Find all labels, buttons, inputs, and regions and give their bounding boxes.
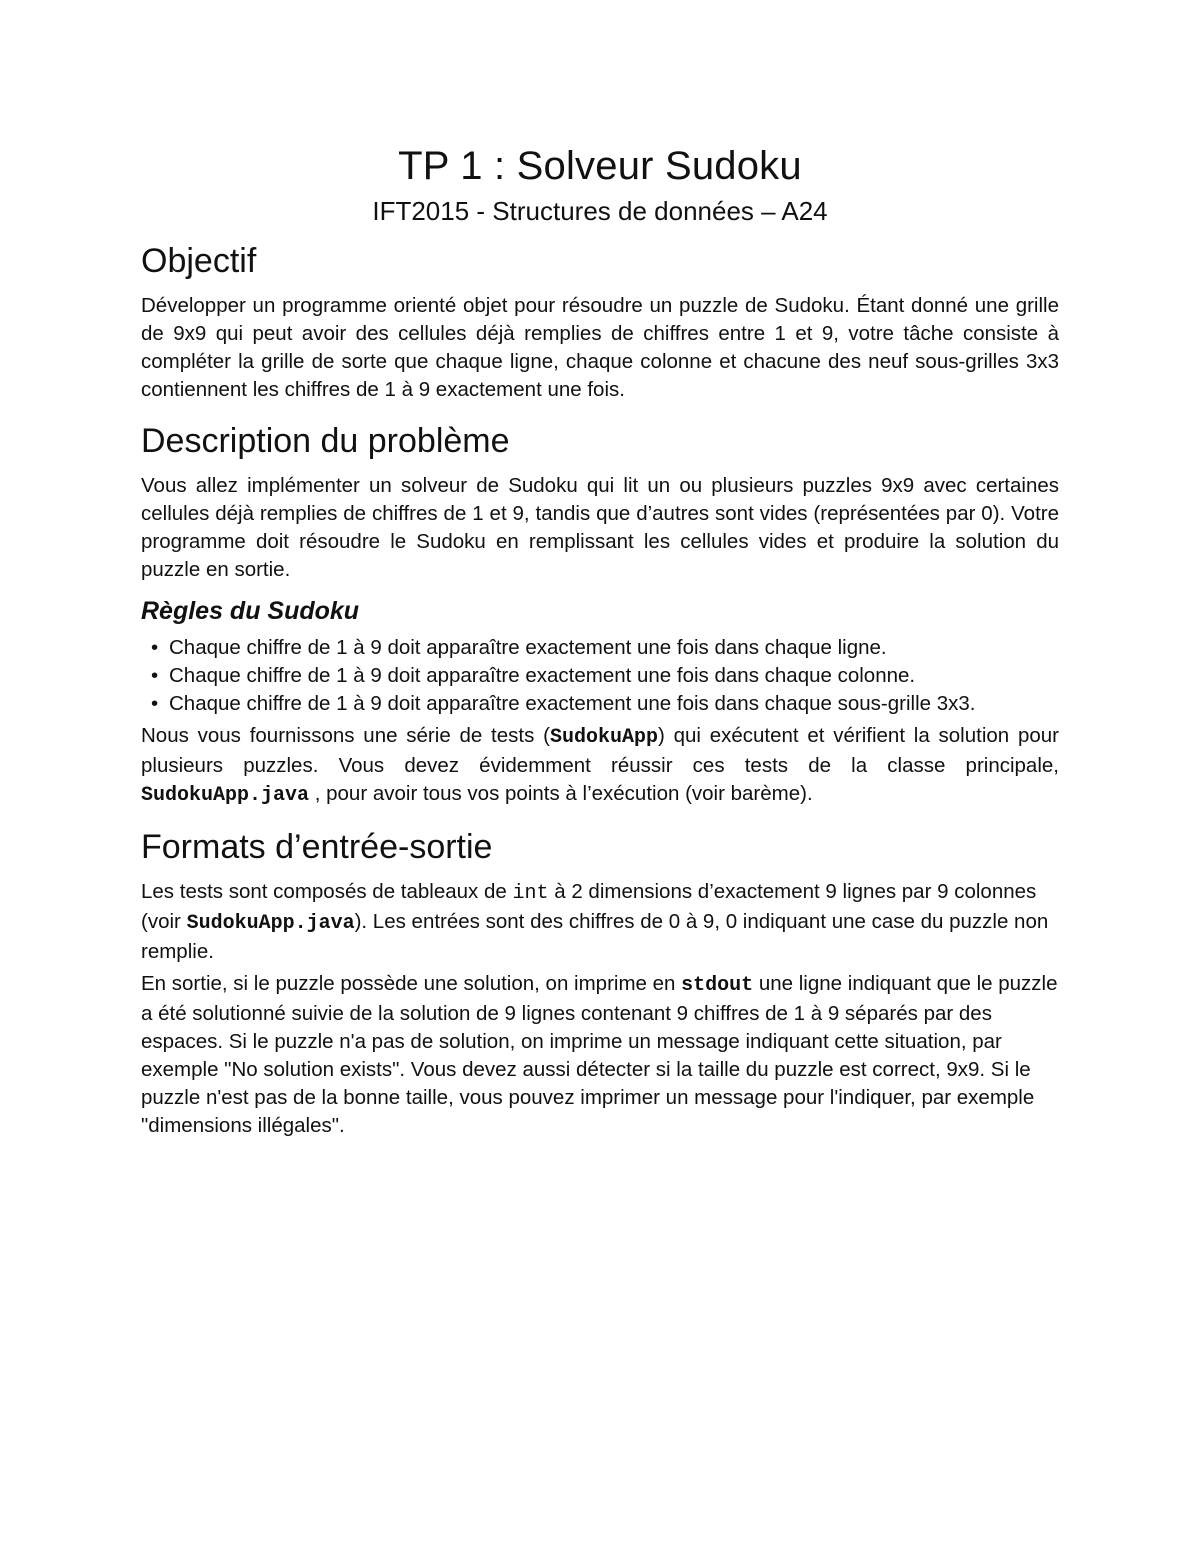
section-heading-description: Description du problème bbox=[141, 422, 510, 460]
objectif-paragraph: Développer un programme orienté objet pour résoudre un puzzle de Sudoku. Étant donné une grille de 9x9 qui peut avoir des cellules déjà remplies de chiffres entre 1 et 9, votre tâche consiste à compléter la grille de sorte que chaque ligne, chaque colonne et chacune des neuf sous-grilles 3x3 contiennent les chiffres de 1 à 9 exactement une fois. bbox=[141, 294, 1059, 401]
code-int: int bbox=[512, 882, 549, 905]
bullet-icon: • bbox=[151, 664, 159, 687]
list-item-text: Chaque chiffre de 1 à 9 doit apparaître exactement une fois dans chaque sous-grille 3x3. bbox=[169, 692, 976, 715]
formats-paragraph-2 bbox=[141, 970, 1059, 1140]
code-sudokuapp: SudokuApp bbox=[549, 726, 658, 749]
list-item bbox=[151, 662, 1059, 690]
subsection-heading-regles: Règles du Sudoku bbox=[141, 597, 360, 625]
formats-text-2b: une ligne indiquant que le puzzle a été solutionné suivie de la solution de 9 lignes contenant 9 chiffres de 1 à 9 séparés par des espaces. Si le puzzle n'a pas de solution, on imprime un message indiquant cette situation, par exemple "No solution exists". Vous devez aussi détecter si la taille du puzzle est correct, 9x9. Si le puzzle n'est pas de la bonne taille, vous pouvez imprimer un message pour l'indiquer, par exemple "dimensions illégales". bbox=[141, 972, 1058, 1137]
tests-paragraph bbox=[141, 722, 1059, 810]
section-heading-objectif: Objectif bbox=[141, 242, 257, 280]
section-heading-formats: Formats d’entrée-sortie bbox=[141, 828, 493, 866]
formats-text-1b: à 2 dimensions d’exactement 9 lignes par 9 colonnes (voir bbox=[141, 880, 1037, 933]
list-item-text: Chaque chiffre de 1 à 9 doit apparaître exactement une fois dans chaque colonne. bbox=[169, 664, 916, 687]
tests-text-2: ) qui exécutent et vérifient la solution pour plusieurs puzzles. Vous devez évidemment réussir ces tests de la classe principale, bbox=[141, 724, 1059, 777]
bullet-icon: • bbox=[151, 636, 159, 659]
code-sudokuapp-java: SudokuApp.java bbox=[186, 912, 355, 935]
formats-text-2a: En sortie, si le puzzle possède une solution, on imprime en bbox=[141, 972, 682, 995]
formats-text-1a: Les tests sont composés de tableaux de bbox=[141, 880, 513, 903]
code-sudokuapp-java: SudokuApp.java bbox=[141, 784, 310, 807]
formats-paragraph-1 bbox=[141, 878, 1059, 966]
formats-text-1c: ). Les entrées sont des chiffres de 0 à 9, 0 indiquant une case du puzzle non remplie. bbox=[141, 910, 1049, 963]
page-subtitle: IFT2015 - Structures de données – A24 bbox=[372, 196, 828, 226]
bullet-icon: • bbox=[151, 692, 159, 715]
document-page bbox=[141, 140, 1059, 1144]
description-paragraph: Vous allez implémenter un solveur de Sudoku qui lit un ou plusieurs puzzles 9x9 avec certaines cellules déjà remplies de chiffres de 1 et 9, tandis que d’autres sont vides (représentées par 0). Votre programme doit résoudre le Sudoku en remplissant les cellules vides et produire la solution du puzzle en sortie. bbox=[141, 474, 1059, 581]
tests-text-1: Nous vous fournissons une série de tests ( bbox=[141, 724, 550, 747]
rules-list bbox=[141, 634, 1059, 718]
code-stdout: stdout bbox=[681, 974, 754, 997]
page-title: TP 1 : Solveur Sudoku bbox=[398, 144, 802, 188]
tests-text-3: , pour avoir tous vos points à l’exécution (voir barème). bbox=[309, 782, 813, 805]
list-item bbox=[151, 634, 1059, 662]
list-item bbox=[151, 690, 1059, 718]
list-item-text: Chaque chiffre de 1 à 9 doit apparaître exactement une fois dans chaque ligne. bbox=[169, 636, 887, 659]
